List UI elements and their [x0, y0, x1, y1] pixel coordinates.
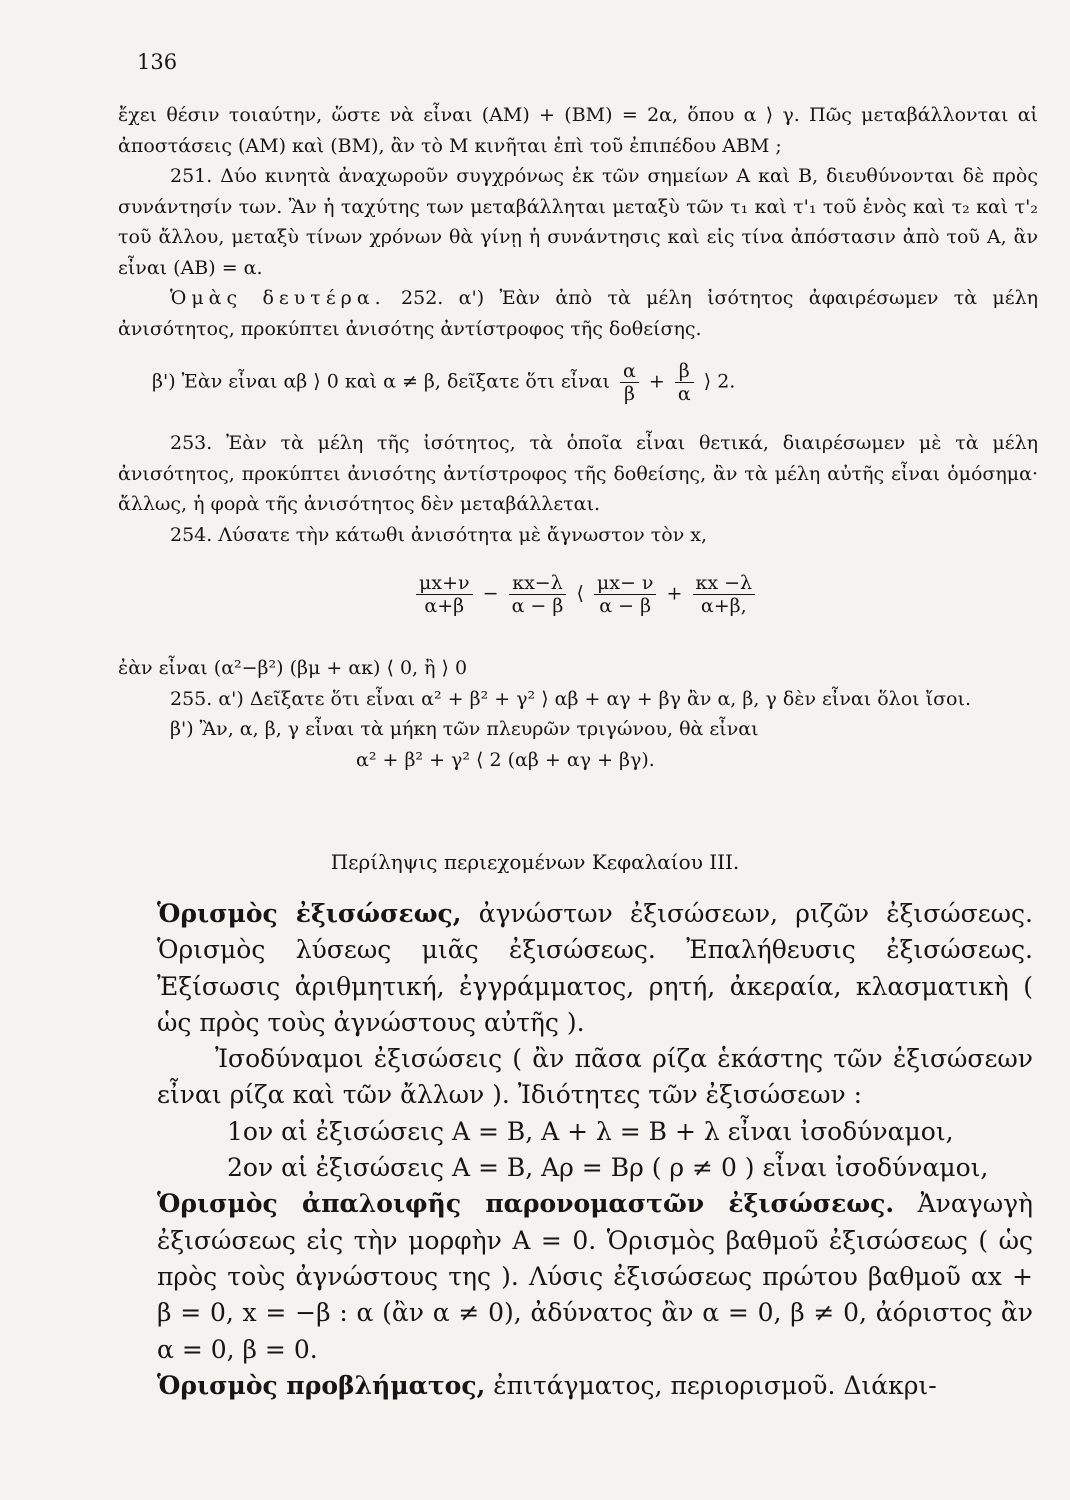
exercise-block-top — [118, 100, 1038, 344]
less-than-sign: ⟨ — [576, 582, 584, 605]
summary-paragraph-4 — [157, 1368, 1033, 1404]
exercise-255a: 255. α') Δεῖξατε ὅτι εἶναι α² + β² + γ² ⟩ αβ + αγ + βγ ἂν α, β, γ δὲν εἶναι ὅλοι ἴσοι. — [170, 687, 971, 710]
summary-property-2: 2ον αἱ ἐξισώσεις Α = Β, Αρ = Βρ ( ρ ≠ 0 ) εἶναι ἰσοδύναμοι, — [227, 1153, 989, 1183]
summary-title: Περίληψις περιεχομένων Κεφαλαίου ΙΙΙ. — [330, 850, 740, 874]
frac-den: α − β — [511, 595, 564, 617]
exercise-block-middle — [118, 428, 1038, 550]
frac-num: μx+ν — [416, 572, 473, 595]
frac-num: κx−λ — [509, 572, 567, 595]
frac-num: κx −λ — [693, 572, 756, 595]
inequality-255b: α² + β² + γ² ⟨ 2 (αβ + αγ + βγ). — [356, 748, 655, 771]
exercise-253: 253. Ἐὰν τὰ μέλη τῆς ἰσότητος, τὰ ὁποῖα εἶναι θετικά, διαιρέσωμεν μὲ τὰ μέλη ἀνισότητος, προκύπτει ἀνισότης ἀντίστροφος τῆς δοθείσης, ἂν τὰ μέλη αὐτῆς εἶναι ὁμόσημα· ἄλλως, ἡ φορὰ τῆς ἀνισότητος δὲν μεταβάλλεται. — [118, 432, 1038, 515]
frac-num: α — [620, 360, 639, 383]
summary-paragraph-2: Ἰσοδύναμοι ἐξισώσεις ( ἂν πᾶσα ρίζα ἑκάστης τῶν ἐξισώσεων εἶναι ρίζα καὶ τῶν ἄλλων ). Ἰδιότητες τῶν ἐξισώσεων : — [157, 1044, 1033, 1110]
fraction-beta-over-alpha — [675, 360, 694, 405]
plus-sign: + — [648, 370, 665, 393]
summary-paragraph-3 — [157, 1186, 1033, 1367]
exercise-252b — [152, 360, 735, 405]
summary-term: Ὁρισμὸς ἐξισώσεως, — [157, 899, 462, 928]
frac-den: α − β — [599, 595, 652, 617]
inequality-254 — [412, 572, 759, 617]
summary-text: ἐπιτάγματος, περιορισμοῦ. Διάκρι- — [485, 1370, 937, 1400]
page-number: 136 — [137, 50, 178, 74]
frac-num: β — [675, 360, 694, 383]
frac-den: α+β, — [700, 595, 747, 617]
exercise-255b: β') Ἂν, α, β, γ εἶναι τὰ μήκη τῶν πλευρῶν τριγώνου, θὰ εἶναι — [170, 718, 759, 740]
chapter-summary — [157, 896, 1033, 1404]
plus-sign: + — [666, 582, 683, 605]
exercise-250-end: ἔχει θέσιν τοιαύτην, ὥστε νὰ εἶναι (AM) + (BM) = 2α, ὅπου α ⟩ γ. Πῶς μεταβάλλονται αἱ ἀποστάσεις (AM) καὶ (BM), ἂν τὸ Μ κινῆται ἐπὶ τοῦ ἐπιπέδου ΑΒΜ ; — [118, 104, 1038, 157]
fraction-2 — [509, 572, 567, 617]
fraction-3 — [594, 572, 657, 617]
frac-den: β — [623, 383, 635, 405]
summary-term: Ὁρισμὸς ἀπαλοιφῆς παρονομαστῶν ἐξισώσεως. — [157, 1189, 895, 1219]
frac-den: α — [677, 383, 691, 405]
fraction-alpha-over-beta — [620, 360, 639, 405]
summary-text: ἀγνώστων ἐξισώσεων, ριζῶν ἐξισώσεως. Ὁρισμὸς λύσεως μιᾶς ἐξισώσεως. Ἐπαλήθευσις ἐξισώσεως. Ἐξίσωσις ἀριθμητική, ἐγγράμματος, ρητή, ἀκεραία, κλασματικὴ ( ὡς πρὸς τοὺς ἀγνώστους αὐτῆς ). — [157, 899, 1033, 1037]
exercise-251: 251. Δύο κινητὰ ἀναχωροῦν συγχρόνως ἐκ τῶν σημείων Α καὶ Β, διευθύνονται δὲ πρὸς συνάντησίν των. Ἂν ἡ ταχύτης των μεταβάλληται μεταξὺ τῶν τ₁ καὶ τ'₁ τοῦ ἑνὸς καὶ τ₂ καὶ τ'₂ τοῦ ἄλλου, μεταξὺ τίνων χρόνων θὰ γίνῃ ἡ συνάντησις καὶ εἰς τίνα ἀπόστασιν ἀπὸ τοῦ Α, ἂν εἶναι (ΑΒ) = α. — [118, 165, 1038, 279]
exercise-252a-text: 252. α') Ἐὰν ἀπὸ τὰ μέλη ἰσότητος ἀφαιρέσωμεν τὰ μέλη ἀνισότητος, προκύπτει ἀνισότης ἀντίστροφος τῆς δοθείσης. — [118, 287, 1038, 340]
summary-text: Ἀναγωγὴ ἐξισώσεως εἰς τὴν μορφὴν Α = 0. Ὁρισμὸς βαθμοῦ ἐξισώσεως ( ὡς πρὸς τοὺς ἀγνώστους της ). Λύσις ἐξισώσεως πρώτου βαθμοῦ αx + β = 0, x = −β : α (ἂν α ≠ 0), ἀδύνατος ἂν α = 0, β ≠ 0, ἀόριστος ἂν α = 0, β = 0. — [157, 1189, 1033, 1364]
group-heading: Ὁμὰς δευτέρα. — [170, 287, 386, 309]
summary-paragraph-1 — [157, 896, 1033, 1041]
exercise-252b-text: β') Ἐὰν εἶναι αβ ⟩ 0 καὶ α ≠ β, δεῖξατε ὅτι εἶναι — [152, 370, 610, 393]
inequality-end: ⟩ 2. — [703, 370, 736, 393]
frac-num: μx− ν — [594, 572, 657, 595]
exercise-252a — [118, 283, 1038, 344]
condition-254: ἐὰν εἶναι (α²−β²) (βμ + ακ) ⟨ 0, ἢ ⟩ 0 — [118, 657, 468, 679]
summary-term: Ὁρισμὸς προβλήματος, — [157, 1370, 486, 1400]
frac-den: α+β — [424, 595, 465, 617]
fraction-1 — [416, 572, 473, 617]
fraction-4 — [693, 572, 756, 617]
summary-property-1: 1ον αἱ ἐξισώσεις Α = Β, Α + λ = Β + λ εἶναι ἰσοδύναμοι, — [227, 1116, 954, 1146]
exercise-block-bottom — [118, 653, 1038, 775]
exercise-254: 254. Λύσατε τὴν κάτωθι ἀνισότητα μὲ ἄγνωστον τὸν x, — [170, 523, 708, 546]
minus-sign: − — [482, 582, 499, 605]
